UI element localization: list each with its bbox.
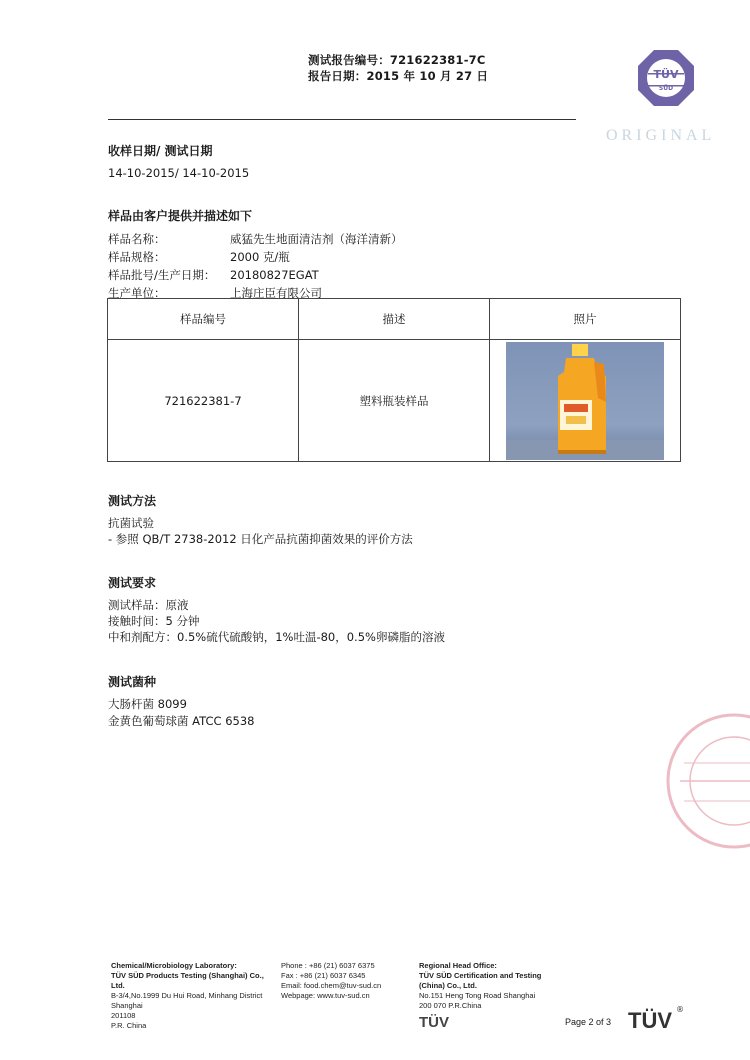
sample-info-row: 样品名称： 威猛先生地面清洁剂（海洋清新） xyxy=(108,232,403,246)
footer-brand-small: TÜV xyxy=(419,1014,449,1031)
table-header-row xyxy=(108,299,681,340)
logo-text: TÜV xyxy=(653,68,679,81)
receipt-dates: 14-10-2015/ 14-10-2015 xyxy=(108,166,250,180)
original-watermark: ORIGINAL xyxy=(606,127,716,144)
test-method-standard: - 参照 QB/T 2738-2012 日化产品抗菌抑菌效果的评价方法 xyxy=(108,532,413,546)
sample-info-row: 样品规格： 2000 克/瓶 xyxy=(108,250,290,264)
requirement-neutralizer: 中和剂配方：0.5%硫代硫酸钠，1%吐温-80，0.5%卵磷脂的溶液 xyxy=(108,630,445,644)
report-seal-stamp xyxy=(660,705,750,855)
sample-photo xyxy=(506,342,664,460)
requirement-sample: 测试样品：原液 xyxy=(108,598,189,612)
col-header-photo: 照片 xyxy=(490,299,681,340)
receipt-title: 收样日期/ 测试日期 xyxy=(108,144,213,158)
test-method-line: 抗菌试验 xyxy=(108,516,154,530)
sample-info-list xyxy=(108,230,403,302)
footer-lab-block: Chemical/Microbiology Laboratory: TÜV SÜD Products Testing (Shanghai) Co., Ltd. B-3/4,No.1999 Du Hui Road, Minhang District Shanghai 201108 P.R. China xyxy=(111,961,264,1030)
report-number: 测试报告编号：721622381-7C xyxy=(308,53,486,67)
logo-subtext: SÜD xyxy=(658,85,674,92)
requirement-contact-time: 接触时间：5 分钟 xyxy=(108,614,200,628)
strain-ecoli: 大肠杆菌 8099 xyxy=(108,697,187,711)
cell-sample-id: 721622381-7 xyxy=(108,340,299,462)
footer-brand-logo: TÜV xyxy=(628,1008,672,1033)
registered-mark-icon: ® xyxy=(676,1005,684,1014)
cell-photo xyxy=(490,340,681,462)
footer-contact-block: Phone : +86 (21) 6037 6375 Fax : +86 (21) 6037 6345 Email: food.chem@tuv-sud.cn Webpage: www.tuv-sud.cn xyxy=(281,961,382,1000)
report-date: 报告日期：2015 年 10 月 27 日 xyxy=(308,69,489,83)
cell-description: 塑料瓶装样品 xyxy=(299,340,490,462)
col-header-sample-id: 样品编号 xyxy=(108,299,299,340)
col-header-description: 描述 xyxy=(299,299,490,340)
sample-info-row: 样品批号/生产日期： 20180827EGAT xyxy=(108,268,319,282)
table-row xyxy=(108,340,681,462)
tuv-logo xyxy=(636,48,696,108)
test-method-title: 测试方法 xyxy=(108,494,157,508)
sample-info-row: 生产单位： 上海庄臣有限公司 xyxy=(108,286,322,300)
strain-staph: 金黄色葡萄球菌 ATCC 6538 xyxy=(108,714,255,728)
test-requirements-title: 测试要求 xyxy=(108,576,157,590)
sample-info-title: 样品由客户提供并描述如下 xyxy=(108,209,253,223)
sample-table xyxy=(107,298,681,462)
footer-hq-block: Regional Head Office: TÜV SÜD Certification and Testing (China) Co., Ltd. No.151 Heng Tong Road Shanghai 200 070 P.R.China xyxy=(419,961,542,1010)
header-divider xyxy=(108,119,576,120)
page-number: Page 2 of 3 xyxy=(565,1017,612,1027)
test-strains-title: 测试菌种 xyxy=(108,675,157,689)
